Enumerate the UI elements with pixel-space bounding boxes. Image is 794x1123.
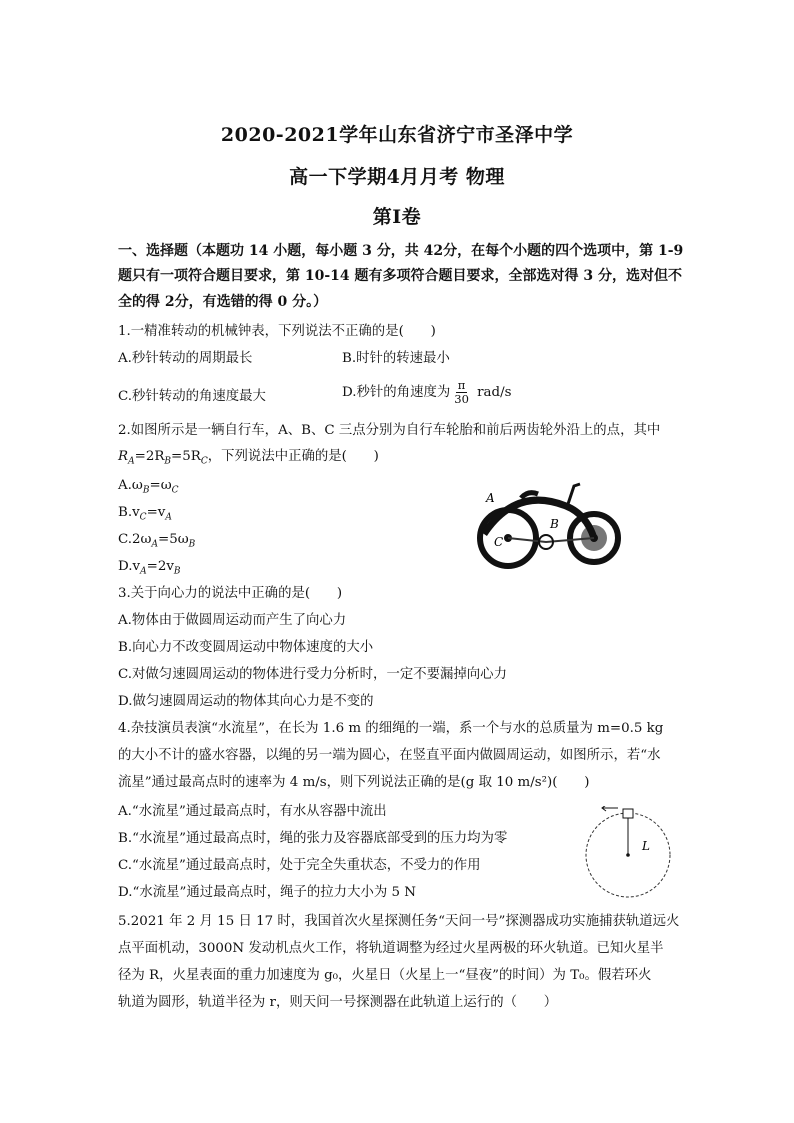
- q3-stem: 3.关于向心力的说法中正确的是( ): [118, 586, 343, 601]
- q2-option-d: [118, 557, 181, 582]
- sub-b: B: [173, 566, 181, 577]
- q3-option-d: D.做匀速圆周运动的物体其向心力是不变的: [118, 694, 374, 709]
- section-instructions-3: 全的得 2分，有选错的得 0 分。）: [118, 294, 328, 310]
- center-point: [626, 853, 630, 857]
- q5-line-2: 点平面机动，3000N 发动机点火工作，将轨道调整为经过火星两极的环火轨道。已知火星半: [118, 941, 664, 956]
- q4-option-a: A.“水流星”通过最高点时，有水从容器中流出: [118, 804, 387, 819]
- q4-option-b: B.“水流星”通过最高点时，绳的张力及容器底部受到的压力均为零: [118, 831, 508, 846]
- ratio-part-2: =5R: [171, 449, 201, 464]
- bicycle-figure: [476, 476, 626, 572]
- q3-option-b: B.向心力不改变圆周运动中物体速度的大小: [118, 640, 374, 655]
- q1-option-d-prefix: D.秒针的角速度为: [342, 385, 451, 400]
- fraction-numerator: π: [457, 378, 466, 392]
- q2-d-text: D.v: [118, 559, 141, 574]
- q5-line-3: 径为 R，火星表面的重力加速度为 g₀，火星日（火星上一“昼夜”的时间）为 T₀。假若环火: [118, 968, 652, 983]
- section-instructions-1: 一、选择题（本题功 14 小题，每小题 3 分，共 42分，在每个小题的四个选项中，第 1-9: [118, 243, 684, 259]
- r-symbol: R: [118, 449, 129, 464]
- fraction-denominator: 30: [454, 392, 469, 406]
- q2-stem-1: 2.如图所示是一辆自行车，A、B、C 三点分别为自行车轮胎和前后两齿轮外沿上的点，其中: [118, 423, 661, 438]
- q2-d-rest: =2v: [146, 559, 174, 574]
- sub-b: B: [188, 539, 196, 550]
- q1-option-b: B.时针的转速最小: [342, 351, 450, 366]
- water-container: [623, 809, 633, 818]
- q2-option-c: [118, 530, 195, 555]
- sub-a: A: [140, 566, 147, 577]
- q2-a-rest: =ω: [149, 478, 172, 493]
- q4-stem-1: 4.杂技演员表演“水流星”，在长为 1.6 m 的细绳的一端，系一个与水的总质量为 m=0.5 kg: [118, 721, 664, 736]
- sub-a: A: [165, 512, 172, 523]
- q2-b-rest: =v: [146, 505, 166, 520]
- sub-c: C: [139, 512, 147, 523]
- sub-b: B: [142, 485, 150, 496]
- q2-a-text: A.ω: [118, 478, 143, 493]
- q5-line-1: 5.2021 年 2 月 15 日 17 时，我国首次火星探测任务“天问一号”探测器成功实施捕获轨道远火: [118, 914, 680, 929]
- q2-stem-2: [118, 447, 678, 472]
- fraction: [452, 379, 471, 406]
- volume-title: 第Ⅰ卷: [372, 206, 422, 228]
- q2-stem-2-rest: ，下列说法中正确的是( ): [207, 449, 379, 464]
- q2-option-a: [118, 476, 179, 501]
- exam-subtitle: 高一下学期4月月考 物理: [289, 166, 505, 188]
- sub-c: C: [200, 456, 208, 467]
- q2-b-text: B.v: [118, 505, 140, 520]
- q2-c-rest: =5ω: [157, 532, 189, 547]
- sub-c: C: [171, 485, 179, 496]
- section-instructions-2: 题只有一项符合题目要求，第 10-14 题有多项符合题目要求，全部选对得 3 分，选对但不: [118, 268, 683, 284]
- q1-option-d-unit: rad/s: [472, 385, 512, 400]
- sub-a: A: [128, 456, 135, 467]
- q3-option-a: A.物体由于做圆周运动而产生了向心力: [118, 613, 347, 628]
- exam-title: 2020-2021学年山东省济宁市圣泽中学: [220, 124, 574, 146]
- sub-b: B: [164, 456, 172, 467]
- q1-stem: 1.一精准转动的机械钟表，下列说法不正确的是( ): [118, 324, 436, 339]
- label-c: C: [494, 535, 504, 549]
- q1-option-a: A.秒针转动的周期最长: [118, 351, 253, 366]
- q4-option-d: D.“水流星”通过最高点时，绳子的拉力大小为 5 N: [118, 885, 416, 900]
- velocity-arrow-icon: [602, 806, 618, 811]
- handlebar: [568, 484, 580, 504]
- q1-option-d: [342, 379, 512, 406]
- q5-line-4: 轨道为圆形，轨道半径为 r，则天问一号探测器在此轨道上运行的（ ）: [118, 995, 558, 1010]
- q2-option-b: [118, 503, 172, 528]
- label-a: A: [486, 491, 495, 505]
- ratio-part-1: =2R: [134, 449, 165, 464]
- q4-stem-2: 的大小不计的盛水容器，以绳的另一端为圆心，在竖直平面内做圆周运动，如图所示，若“水: [118, 748, 661, 763]
- label-b: B: [550, 517, 559, 531]
- q2-c-text: C.2ω: [118, 532, 152, 547]
- sub-a: A: [151, 539, 158, 550]
- label-l: L: [642, 839, 650, 853]
- q1-option-c: C.秒针转动的角速度最大: [118, 389, 266, 404]
- q4-stem-3: 流星”通过最高点时的速率为 4 m/s，则下列说法正确的是(g 取 10 m/s²)( ): [118, 775, 590, 790]
- q4-option-c: C.“水流星”通过最高点时，处于完全失重状态，不受力的作用: [118, 858, 481, 873]
- water-star-figure: [582, 806, 676, 902]
- q3-option-c: C.对做匀速圆周运动的物体进行受力分析时，一定不要漏掉向心力: [118, 667, 507, 682]
